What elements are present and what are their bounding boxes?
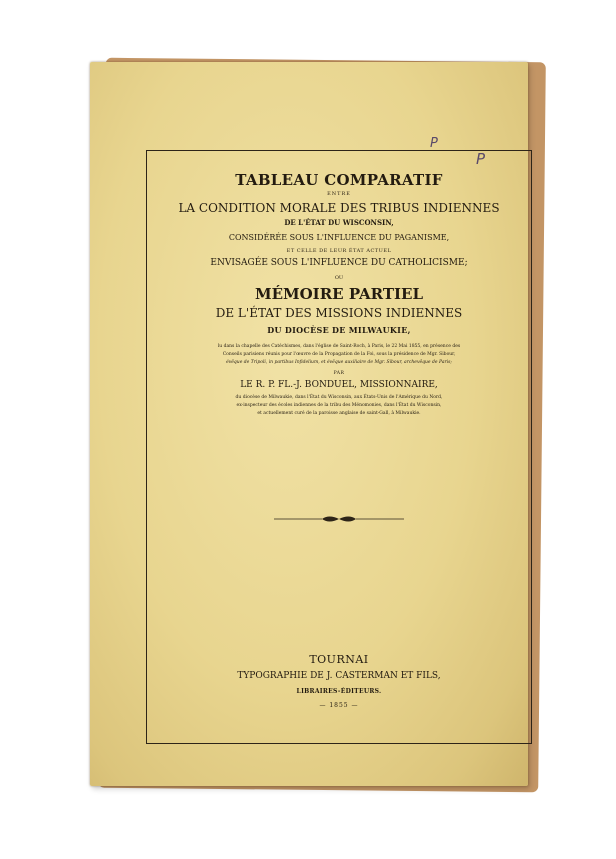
ornament-icon	[274, 514, 404, 524]
author-desc-2: ex-inspecteur des écoles indiennes de la tribu des Ménomonies, dans l'État du Wisconsin,	[236, 403, 442, 408]
title-line-4: CONSIDÉRÉE SOUS L'INFLUENCE DU PAGANISME,	[228, 233, 450, 242]
title-frame	[146, 150, 532, 744]
city-name: TOURNAI	[309, 653, 369, 666]
printer-line: TYPOGRAPHIE DE J. CASTERMAN ET FILS,	[237, 671, 441, 681]
year-rule-left: —	[319, 702, 330, 709]
subtitle-line-2: DE L'ÉTAT DES MISSIONS INDIENNES	[215, 306, 463, 320]
title-line-3: DE L'ÉTAT DU WISCONSIN,	[284, 218, 394, 227]
title-line-6: ENVISAGÉE SOUS L'INFLUENCE DU CATHOLICISME;	[210, 258, 468, 268]
ou-text: OU	[334, 275, 344, 281]
decorative-rule	[147, 509, 531, 528]
context-line-2: Conseils parisiens réunis pour l'œuvre de la Propagation de la Foi, sous la présidence de Mgr. Sibour,	[222, 352, 456, 357]
handwritten-mark: P	[430, 136, 438, 151]
author-desc-3: et actuellement curé de la paroisse anglaise de saint-Gall, à Milwaukie.	[257, 411, 421, 416]
title-line-1: TABLEAU COMPARATIF	[235, 171, 443, 189]
context-line-3: évêque de Tripoli, in partibus Infidelium, et évêque auxiliaire de Mgr. Sibour, archevêque de Paris;	[226, 360, 452, 365]
subtitle-line-3: DU DIOCÈSE DE MILWAUKIE,	[267, 325, 411, 335]
subtitle-line-1: MÉMOIRE PARTIEL	[254, 285, 424, 303]
book-cover	[90, 62, 528, 786]
title-line-5: ET CELLE DE LEUR ÉTAT ACTUEL	[286, 248, 392, 254]
handwritten-mark-2: P	[476, 150, 486, 168]
year-line	[147, 702, 531, 709]
title-line-2: LA CONDITION MORALE DES TRIBUS INDIENNES	[178, 201, 500, 215]
entre-text: ENTRE	[327, 191, 351, 197]
context-line-1: lu dans la chapelle des Catéchismes, dans l'église de Saint-Roch, à Paris, le 22 Mai 1855, en présence des	[217, 344, 461, 349]
publication-year: 1855	[329, 702, 349, 709]
par-text: PAR	[333, 371, 345, 376]
author-desc-1: du diocèse de Milwaukie, dans l'État du Wisconsin, aux États-Unis de l'Amérique du Nord,	[235, 395, 443, 400]
publisher-line: LIBRAIRES-ÉDITEURS.	[296, 688, 382, 695]
year-rule-right: —	[348, 702, 359, 709]
author-line: LE R. P. FL.-J. BONDUEL, MISSIONNAIRE,	[240, 380, 438, 390]
